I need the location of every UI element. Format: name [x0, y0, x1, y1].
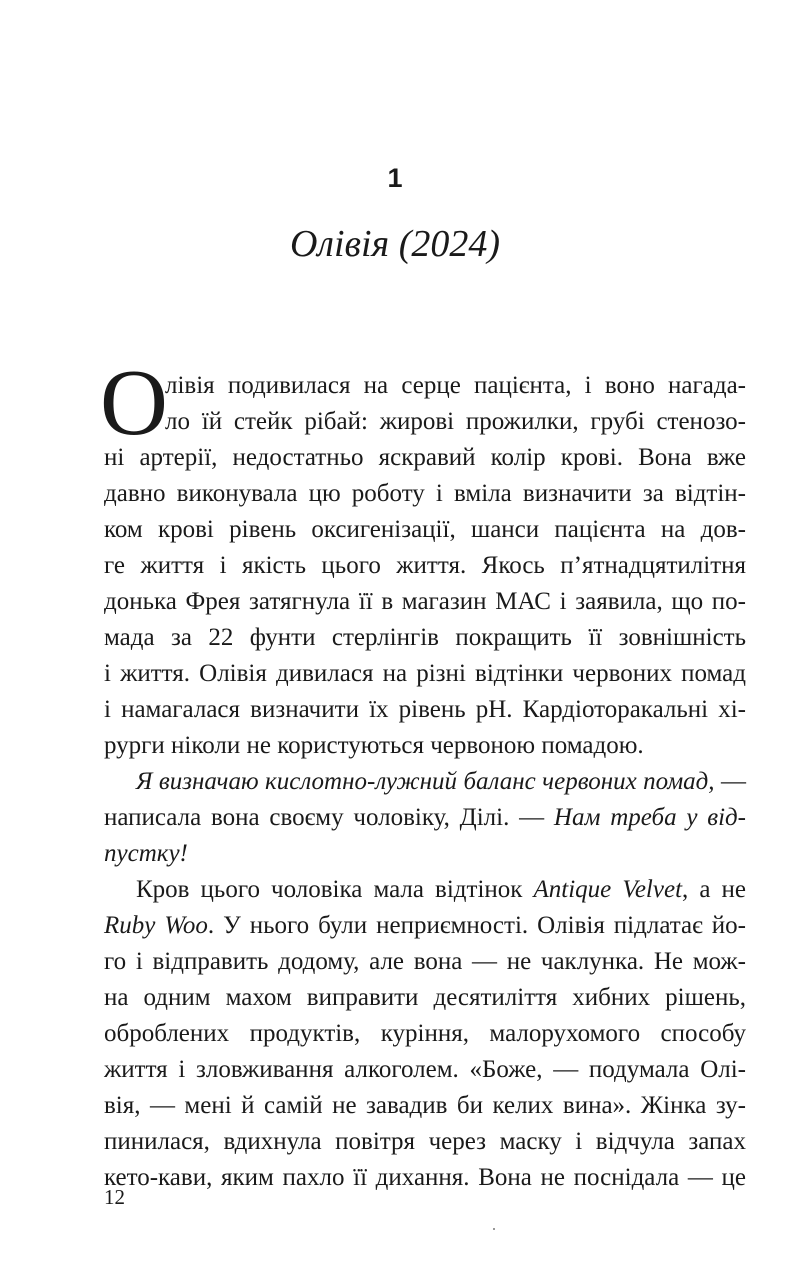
text-line: і намагалася визначити їх рівень pH. Кардіоторакальні хі-: [104, 696, 746, 723]
text-line: життя і зловживання алкоголем. «Боже, — подумала Олі-: [104, 1056, 746, 1083]
page-number: 12: [104, 1185, 125, 1209]
text-line: [136, 764, 746, 800]
italic-text: Ruby Woo: [104, 912, 208, 939]
ink-speck: [493, 1228, 495, 1230]
chapter-number: 1: [387, 163, 403, 193]
text-line: [136, 872, 746, 908]
text-line: рурги ніколи не користуються червоною помадою.: [104, 732, 644, 759]
text-span: —: [714, 768, 746, 795]
text-span: . У нього були неприємності. Олівія підлатає йо-: [207, 912, 746, 939]
text-line: і життя. Олівія дивилася на різні відтінки червоних помад: [104, 660, 746, 687]
text-span: , а не: [682, 876, 746, 903]
text-line: мада за 22 фунти стерлінгів покращить її зовнішність: [104, 624, 746, 651]
text-line: кето-кави, яким пахло її дихання. Вона не поснідала — це: [104, 1164, 746, 1191]
text-line: [104, 908, 746, 944]
text-line: вія, — мені й самій не завадив би келих вина». Жінка зу-: [104, 1092, 746, 1119]
text-line: пинилася, вдихнула повітря через маску і відчула запах: [104, 1128, 746, 1155]
text-line: донька Фрея затягнула її в магазин МАС і заявила, що по-: [104, 588, 746, 615]
text-line: го і відправить додому, але вона — не чаклунка. Не мож-: [104, 948, 746, 975]
text-line: ні артерії, недостатньо яскравий колір крові. Вона вже: [104, 444, 746, 471]
text-line: давно виконувала цю роботу і вміла визначити за відтін-: [104, 480, 746, 507]
text-line: ком крові рівень оксигенізації, шанси пацієнта на дов-: [104, 516, 746, 543]
text-line: лівія подивилася на серце пацієнта, і воно нагада-: [165, 372, 746, 399]
drop-cap: О: [100, 351, 168, 455]
text-span: Кров цього чоловіка мала відтінок: [136, 876, 534, 903]
italic-text: Я визначаю кислотно-лужний баланс червоних помад,: [136, 768, 715, 795]
text-line: ло їй стейк рібай: жирові прожилки, грубі стенозо-: [165, 408, 746, 435]
italic-text: пустку!: [104, 840, 188, 867]
text-line: [104, 836, 746, 872]
italic-text: Нам треба у від-: [553, 804, 746, 831]
italic-text: Antique Velvet: [533, 876, 683, 903]
chapter-title: Олівія (2024): [289, 223, 501, 265]
text-line: [104, 800, 746, 836]
text-line: оброблених продуктів, куріння, малорухомого способу: [104, 1020, 746, 1047]
text-span: написала вона своєму чоловіку, Ділі. —: [104, 804, 554, 831]
text-line: ге життя і якість цього життя. Якось п’ятнадцятилітня: [104, 552, 746, 579]
text-line: на одним махом виправити десятиліття хибних рішень,: [104, 984, 746, 1011]
